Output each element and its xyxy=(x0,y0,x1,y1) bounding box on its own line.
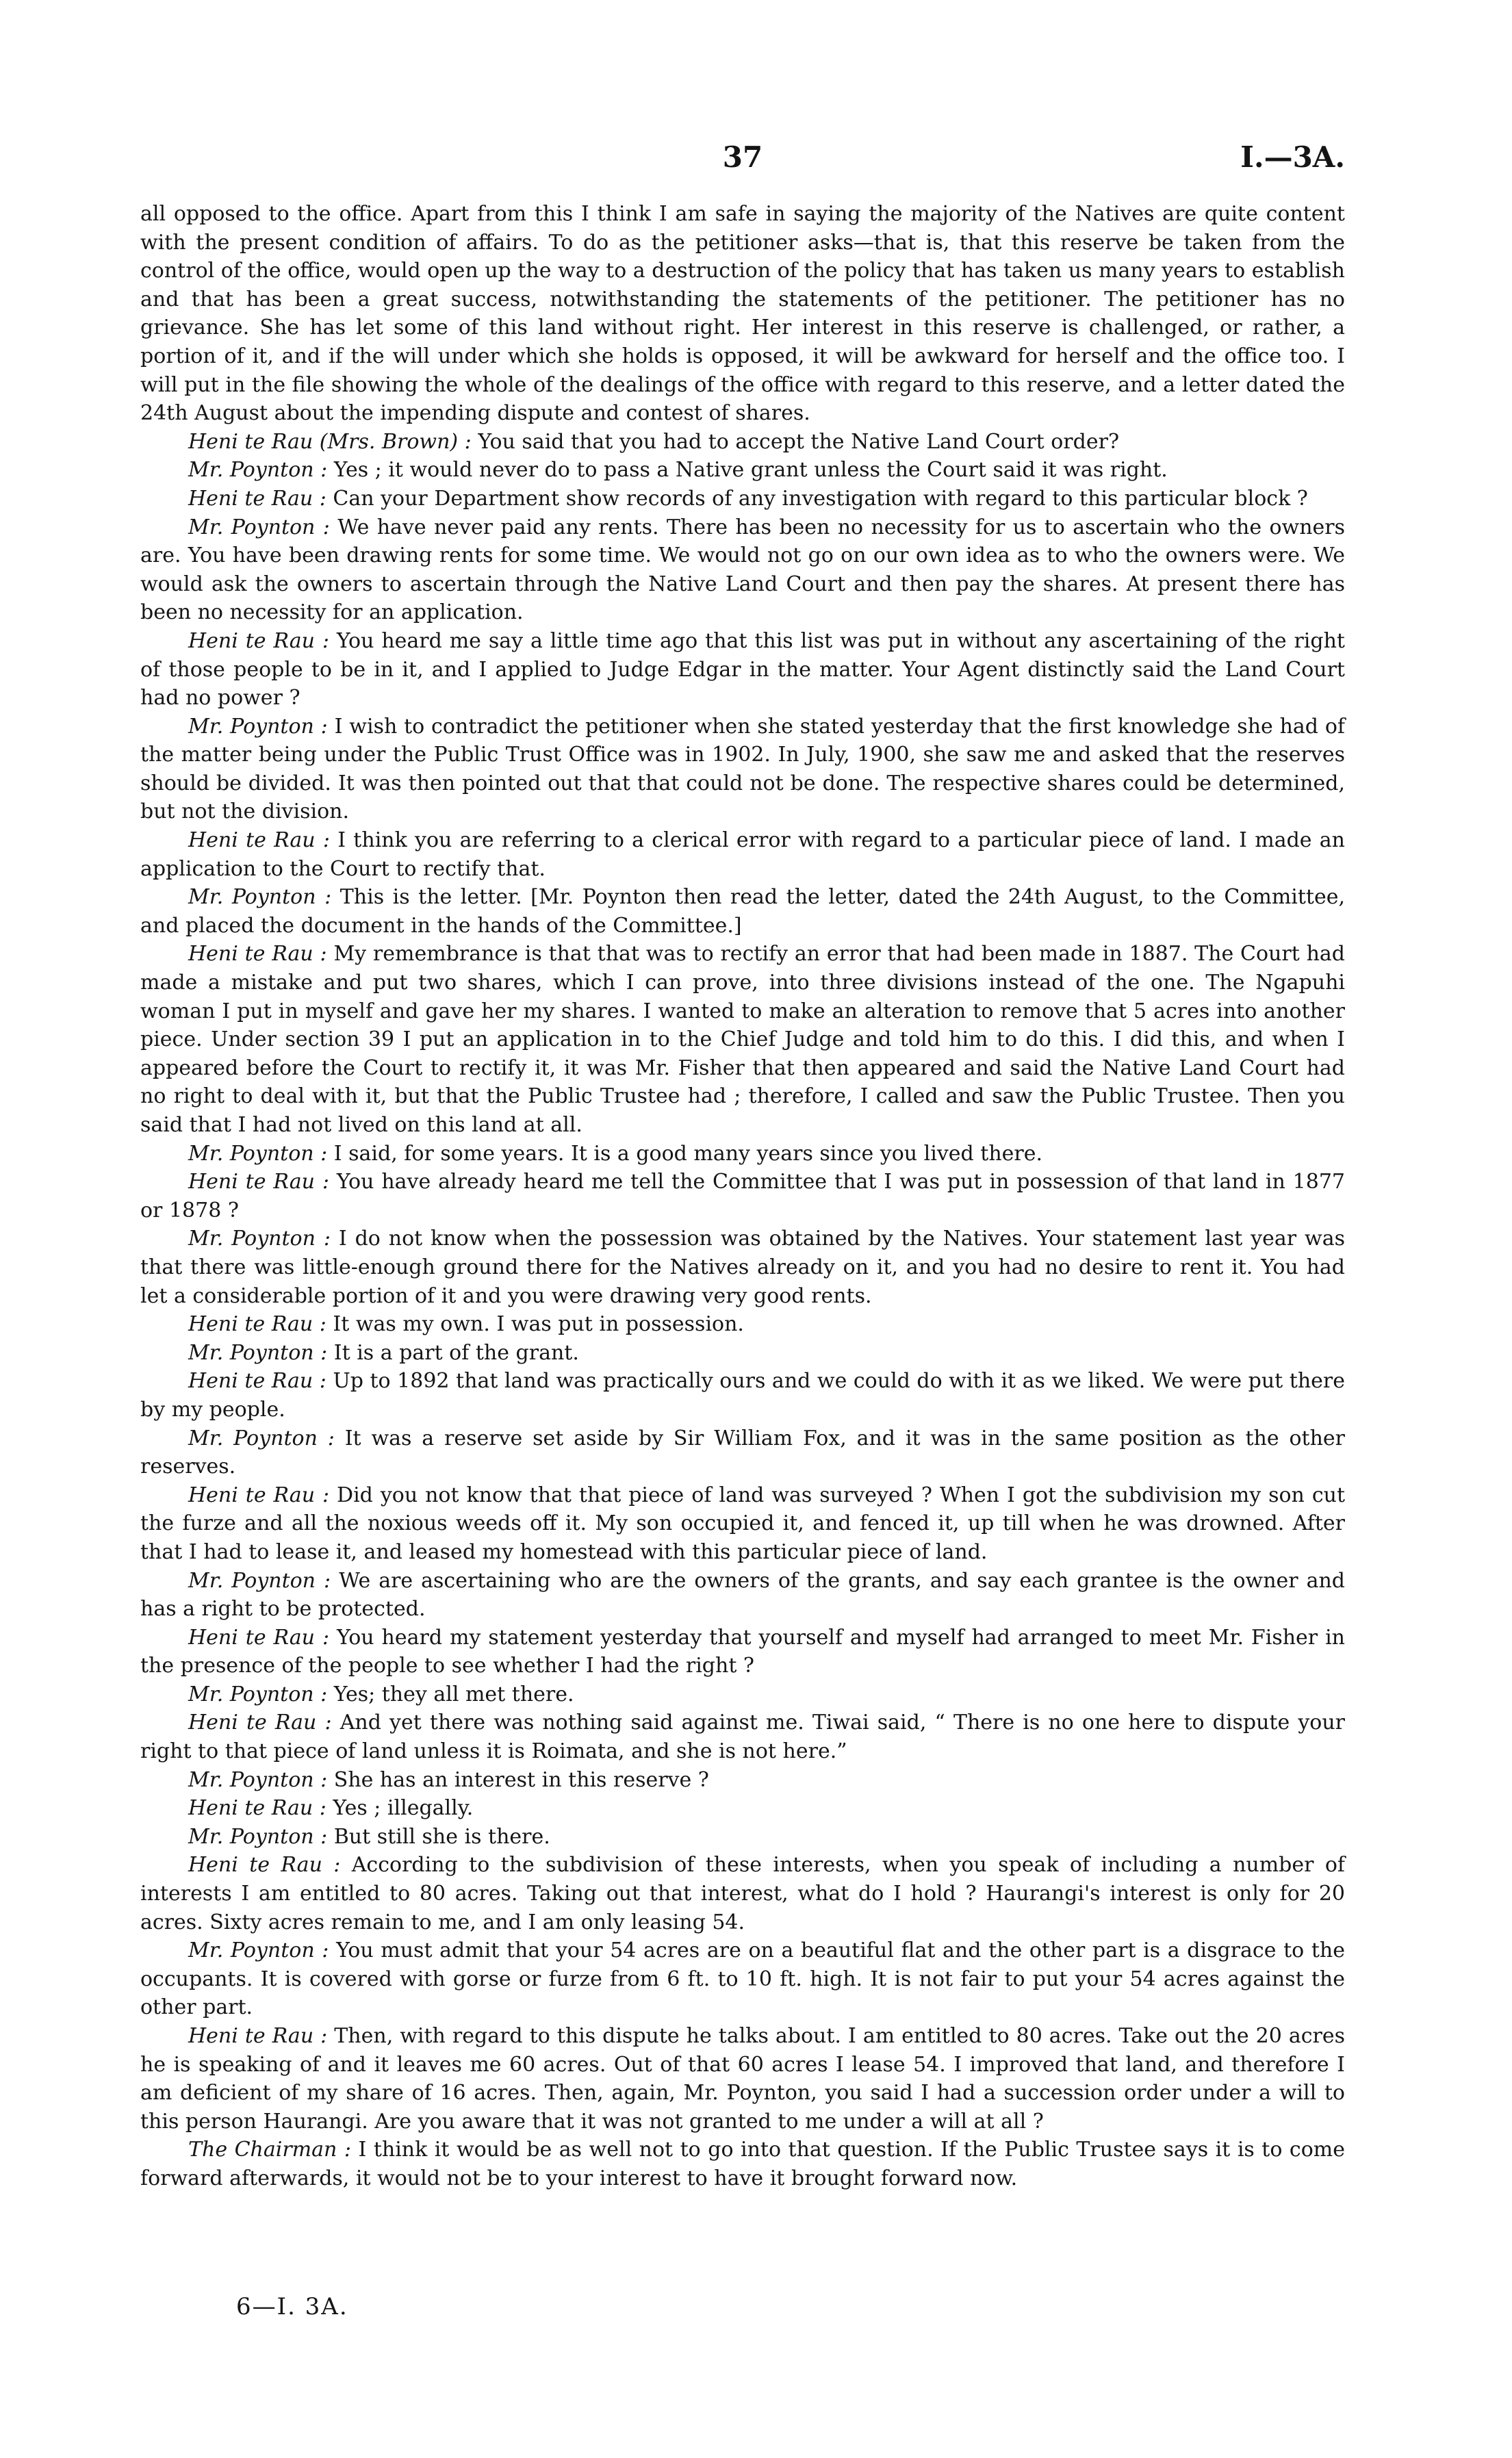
speaker-name: Heni te Rau : xyxy=(188,628,329,653)
paragraph-text: Can your Department show records of any investigation with regard to this particular block ? xyxy=(333,486,1308,511)
paragraph-text: I wish to contradict the petitioner when she stated yesterday that the first knowledge she had of the matter being under the Public Trust Office was in 1902. In July, 1900, she saw me and asked that the reserves should be divided. It was then pointed out that that could not be done. The respective shares could be determined, but not the division. xyxy=(140,714,1345,824)
speaker-name: Heni te Rau (Mrs. Brown) : xyxy=(188,429,472,454)
paragraph-text: I said, for some years. It is a good many years since you lived there. xyxy=(333,1141,1043,1166)
transcript-paragraph xyxy=(140,1140,1345,1168)
speaker-name: Mr. Poynton : xyxy=(188,1682,328,1706)
transcript-paragraph xyxy=(140,1936,1345,2022)
transcript-paragraph xyxy=(140,1424,1345,1481)
paragraph-text: Yes; they all met there. xyxy=(333,1682,574,1706)
transcript-paragraph xyxy=(140,826,1345,883)
transcript-paragraph xyxy=(140,456,1345,485)
paragraph-text: My remembrance is that that was to rectify an error that had been made in 1887. The Court had made a mistake and put two shares, which I can prove, into three divisions instead of the one. The Ngapuhi woman I put in myself and gave her my shares. I wanted to make an alteration to remove that 5 acres into another piece. Under section 39 I put an application in to the Chief Judge and told him to do this. I did this, and when I appeared before the Court to rectify it, it was Mr. Fisher that then appeared and said the Native Land Court had no right to deal with it, but that the Public Trustee had ; therefore, I called and saw the Public Trustee. Then you said that I had not lived on this land at all. xyxy=(140,942,1345,1137)
paragraph-text: It was my own. I was put in possession. xyxy=(333,1312,744,1337)
speaker-name: Mr. Poynton : xyxy=(188,1227,331,1251)
transcript-paragraph xyxy=(140,1624,1345,1680)
paragraph-text: According to the subdivision of these interests, when you speak of including a number of interests I am entitled to 80 acres. Taking out that interest, what do I hold ? Haurangi's interest is only for 20 acres. Sixty acres remain to me, and I am only leasing 54. xyxy=(140,1853,1345,1934)
transcript-paragraph xyxy=(140,883,1345,940)
paragraph-text: Then, with regard to this dispute he talks about. I am entitled to 80 acres. Take out the 20 acres he is speaking of and it leaves me 60 acres. Out of that 60 acres I lease 54. I improved that land, and therefore I am deficient of my share of 16 acres. Then, again, Mr. Poynton, you said I had a succession order under a will to this person Haurangi. Are you aware that it was not granted to me under a will at all ? xyxy=(140,2024,1345,2134)
transcript-paragraph xyxy=(140,2136,1345,2192)
transcript-paragraph xyxy=(140,940,1345,1139)
paragraph-text: We are ascertaining who are the owners of the grants, and say each grantee is the owner and has a right to be protected. xyxy=(140,1568,1346,1622)
transcript-body xyxy=(140,200,1345,2193)
speaker-name: Mr. Poynton : xyxy=(188,885,332,910)
transcript-paragraph xyxy=(140,1481,1345,1567)
paragraph-text: You have already heard me tell the Committee that I was put in possession of that land in 1877 or 1878 ? xyxy=(140,1170,1346,1222)
transcript-paragraph xyxy=(140,428,1345,457)
speaker-name: Mr. Poynton : xyxy=(188,714,328,739)
speaker-name: Heni te Rau : xyxy=(188,1853,341,1878)
transcript-paragraph xyxy=(140,1367,1345,1424)
speaker-name: Mr. Poynton : xyxy=(188,1938,329,1963)
paragraph-text: I think you are referring to a clerical error with regard to a particular piece of land. I made an application to the Court to rectify that. xyxy=(140,828,1345,881)
transcript-paragraph xyxy=(140,713,1345,826)
speaker-name: Heni te Rau : xyxy=(188,1483,330,1507)
speaker-name: Heni te Rau : xyxy=(188,1369,326,1394)
transcript-paragraph xyxy=(140,2022,1345,2136)
paragraph-text: Yes ; it would never do to pass a Native grant unless the Court said it was right. xyxy=(333,458,1168,483)
transcript-paragraph xyxy=(140,485,1345,513)
paragraph-text: It is a part of the grant. xyxy=(333,1340,579,1365)
transcript-paragraph xyxy=(140,1310,1345,1339)
series-reference: I.—3A. xyxy=(1240,140,1345,174)
footer-signature: 6—I. 3A. xyxy=(236,2293,348,2320)
page-header xyxy=(140,140,1345,188)
paragraph-text: Did you not know that that piece of land was surveyed ? When I got the subdivision my son cut the furze and all the noxious weeds off it. My son occupied it, and fenced it, up till when he was drowned. After that I had to lease it, and leased my homestead with this particular piece of land. xyxy=(140,1483,1345,1564)
transcript-paragraph xyxy=(140,1680,1345,1709)
paragraph-text: It was a reserve set aside by Sir William Fox, and it was in the same position as the other reserves. xyxy=(140,1426,1346,1479)
speaker-name: Mr. Poynton : xyxy=(188,1340,328,1365)
speaker-name: The Chairman : xyxy=(188,2138,351,2162)
paragraph-text: Up to 1892 that land was practically ours and we could do with it as we liked. We were put there by my people. xyxy=(140,1369,1345,1422)
speaker-name: Heni te Rau : xyxy=(188,486,326,511)
speaker-name: Heni te Rau : xyxy=(188,1711,332,1735)
speaker-name: Mr. Poynton : xyxy=(188,1141,328,1166)
speaker-name: Mr. Poynton : xyxy=(188,1426,335,1450)
speaker-name: Mr. Poynton : xyxy=(188,1568,331,1593)
transcript-paragraph xyxy=(140,1168,1345,1225)
transcript-paragraph xyxy=(140,1339,1345,1368)
transcript-paragraph xyxy=(140,1708,1345,1765)
paragraph-text: You heard me say a little time ago that this list was put in without any ascertaining of the right of those people to be in it, and I applied to Judge Edgar in the matter. Your Agent distinctly said the Land Court had no power ? xyxy=(140,628,1345,710)
paragraph-text: Yes ; illegally. xyxy=(333,1796,474,1821)
speaker-name: Mr. Poynton : xyxy=(188,515,330,539)
paragraph-text: You must admit that your 54 acres are on a beautiful flat and the other part is a disgrace to the occupants. It is covered with gorse or furze from 6 ft. to 10 ft. high. It is not fair to put your 54 acres against the other part. xyxy=(140,1938,1345,2020)
speaker-name: Heni te Rau : xyxy=(188,828,330,853)
speaker-name: Mr. Poynton : xyxy=(188,1824,328,1849)
paragraph-text: She has an interest in this reserve ? xyxy=(333,1767,709,1792)
transcript-paragraph xyxy=(140,1823,1345,1852)
speaker-name: Heni te Rau : xyxy=(188,1796,326,1821)
paragraph-text: You heard my statement yesterday that yourself and myself had arranged to meet Mr. Fisher in the presence of the people to see whether I had the right ? xyxy=(140,1625,1345,1678)
transcript-paragraph xyxy=(140,1851,1345,1936)
speaker-name: Heni te Rau : xyxy=(188,1312,326,1337)
speaker-name: Mr. Poynton : xyxy=(188,458,328,483)
paragraph-text: I do not know when the possession was obtained by the Natives. Your statement last year was that there was little-enough ground there for the Natives already on it, and you had no desire to rent it. You had let a considerable portion of it and you were drawing very good rents. xyxy=(140,1227,1346,1308)
speaker-name: Heni te Rau : xyxy=(188,2024,328,2048)
transcript-paragraph xyxy=(140,627,1345,713)
page-number: 37 xyxy=(722,140,763,174)
paragraph-text: We have never paid any rents. There has been no necessity for us to ascertain who the owners are. You have been drawing rents for some time. We would not go on our own idea as to who the owners were. We would ask the owners to ascertain through the Native Land Court and then pay the shares. At present there has been no necessity for an application. xyxy=(140,515,1346,625)
paragraph-text: all opposed to the office. Apart from this I think I am safe in saying the majority of the Natives are quite content with the present condition of affairs. To do as the petitioner asks—that is, that this reserve be taken from the control of the office, would open up the way to a destruction of the policy that has taken us many years to establish and that has been a great success, notwithstanding the statements of the petitioner. The petitioner has no grievance. She has let some of this land without right. Her interest in this reserve is challenged, or rather, a portion of it, and if the will under which she holds is opposed, it will be awkward for herself and the office too. I will put in the file showing the whole of the dealings of the office with regard to this reserve, and a letter dated the 24th August about the impending dispute and contest of shares. xyxy=(140,202,1345,426)
paragraph-text: And yet there was nothing said against me. Tiwai said, “ There is no one here to dispute your right to that piece of land unless it is Roimata, and she is not here.” xyxy=(140,1711,1345,1764)
paragraph-text: I think it would be as well not to go into that question. If the Public Trustee says it is to come forward afterwards, it would not be to your interest to have it brought forward now. xyxy=(140,2138,1345,2190)
paragraph-text: But still she is there. xyxy=(333,1824,550,1849)
paragraph-text: This is the letter. [Mr. Poynton then read the letter, dated the 24th August, to the Committee, and placed the document in the hands of the Committee.] xyxy=(140,885,1346,938)
transcript-paragraph xyxy=(140,513,1345,627)
speaker-name: Heni te Rau : xyxy=(188,1170,329,1194)
speaker-name: Heni te Rau : xyxy=(188,1625,330,1650)
speaker-name: Heni te Rau : xyxy=(188,942,327,966)
speaker-name: Mr. Poynton : xyxy=(188,1767,328,1792)
transcript-paragraph xyxy=(140,1794,1345,1823)
paragraph-text: You said that you had to accept the Native Land Court order? xyxy=(478,429,1120,454)
transcript-paragraph xyxy=(140,200,1345,428)
transcript-paragraph xyxy=(140,1766,1345,1795)
transcript-paragraph xyxy=(140,1225,1345,1310)
transcript-paragraph xyxy=(140,1567,1345,1624)
